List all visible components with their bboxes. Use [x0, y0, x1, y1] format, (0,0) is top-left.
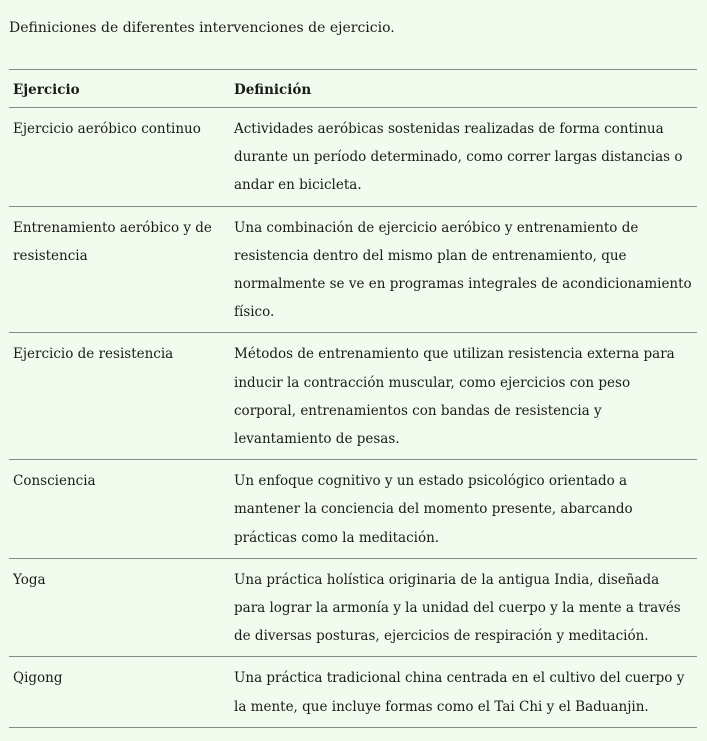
exercise-term: Ejercicio de resistencia [9, 333, 230, 460]
table-caption: Definiciones de diferentes intervenciones de ejercicio. [9, 20, 395, 36]
column-header-exercise: Ejercicio [9, 70, 230, 108]
exercise-definitions-table [9, 69, 697, 728]
column-header-definition: Definición [230, 70, 697, 108]
table-row [9, 206, 697, 333]
table-row [9, 333, 697, 460]
exercise-definition: Una combinación de ejercicio aeróbico y entrenamiento de resistencia dentro del mismo plan de entrenamiento, que normalmente se ve en programas integrales de acondicionamiento físico. [230, 206, 697, 333]
header-row [9, 70, 697, 108]
exercise-definition: Actividades aeróbicas sostenidas realizadas de forma continua durante un período determinado, como correr largas distancias o andar en bicicleta. [230, 108, 697, 207]
exercise-definition: Una práctica holística originaria de la antigua India, diseñada para lograr la armonía y la unidad del cuerpo y la mente a través de diversas posturas, ejercicios de respiración y meditación. [230, 558, 697, 657]
exercise-term: Qigong [9, 657, 230, 727]
table-row [9, 558, 697, 657]
table-header [9, 70, 697, 108]
table-body [9, 108, 697, 728]
exercise-definition: Una práctica tradicional china centrada en el cultivo del cuerpo y la mente, que incluye formas como el Tai Chi y el Baduanjin. [230, 657, 697, 727]
exercise-definition: Métodos de entrenamiento que utilizan resistencia externa para inducir la contracción muscular, como ejercicios con peso corporal, entrenamientos con bandas de resistencia y levantamiento de pesas. [230, 333, 697, 460]
exercise-definition: Un enfoque cognitivo y un estado psicológico orientado a mantener la conciencia del momento presente, abarcando prácticas como la meditación. [230, 460, 697, 559]
exercise-term: Yoga [9, 558, 230, 657]
table-row [9, 108, 697, 207]
exercise-term: Entrenamiento aeróbico y de resistencia [9, 206, 230, 333]
table-row [9, 657, 697, 727]
exercise-term: Consciencia [9, 460, 230, 559]
exercise-term: Ejercicio aeróbico continuo [9, 108, 230, 207]
table-row [9, 460, 697, 559]
